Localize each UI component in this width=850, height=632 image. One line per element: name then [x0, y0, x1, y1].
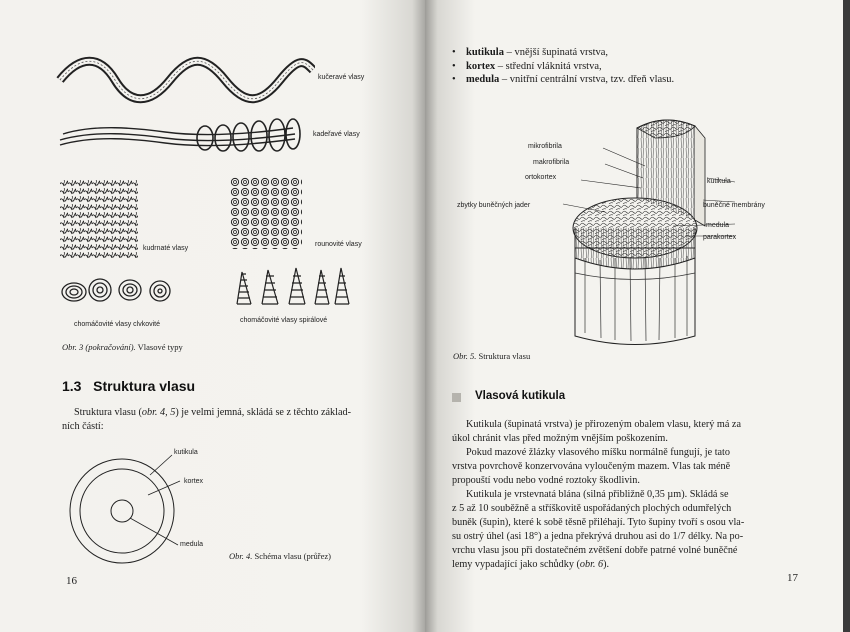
fig4-caption-text: Schéma vlasu (průřez) — [254, 551, 331, 561]
fig5-caption-label: Obr. 5. — [453, 351, 477, 361]
fig4-caption — [229, 551, 331, 561]
fig5-label-membrany: buněčné membrány — [703, 202, 765, 209]
intro-text-b: ) je velmi jemná, skládá se z těchto základ- — [175, 407, 351, 418]
paragraph-3-line-6 — [452, 558, 798, 572]
label-spiralove: chomáčovité vlasy spirálové — [240, 317, 328, 324]
fig4-label-kortex: kortex — [184, 478, 204, 485]
section-bullet-square — [452, 393, 461, 402]
label-kucerave: kučeravé vlasy — [318, 74, 365, 81]
intro-text-a: Struktura vlasu ( — [74, 407, 142, 418]
label-kudrnate: kudrnaté vlasy — [143, 245, 189, 252]
bullet-desc: – vnitřní centrální vrstva, tzv. dřeň vlasu. — [499, 74, 675, 85]
fig5-label-parakortex: parakortex — [703, 234, 737, 241]
paragraph-3-line-4: su ostrý úhel (asi 18°) a jedna překrývá druhou asi do 1/7 délky. Na po- — [452, 531, 744, 542]
label-kaderave: kadeřavé vlasy — [313, 131, 360, 138]
fig3-caption-text: Vlasové typy — [137, 342, 183, 352]
paragraph-2-line-3: propouští vodu nebo vodné roztoky škodlivin. — [452, 475, 640, 486]
paragraph-2-line-2: vrstva povrchově konzervována vyloučeným mazem. Vlas tak méně — [452, 461, 731, 472]
p3-l6-text-a: lemy vypadající jako schůdky ( — [452, 559, 580, 570]
right-page — [425, 0, 843, 632]
page-number-right: 17 — [787, 572, 798, 584]
intro-line2: ních částí: — [62, 421, 104, 432]
bullet-term: kutikula — [466, 47, 504, 58]
kinky-hair-illustration — [60, 180, 138, 258]
fig5-caption-text: Struktura vlasu — [478, 351, 531, 361]
fig3-caption-label: Obr. 3 — [62, 342, 84, 352]
structure-parts-list — [452, 46, 674, 87]
section-title: Struktura vlasu — [93, 378, 196, 394]
fig4-caption-label: Obr. 4. — [229, 551, 253, 561]
fig5-label-makrofibrila: makrofibrila — [533, 159, 570, 166]
paragraph-3-line-2: z 5 až 10 souběžně a stříškovitě uspořádaných plochých odumřelých — [452, 503, 732, 514]
fig5-caption — [453, 351, 530, 361]
spiral-hair-illustration — [225, 262, 355, 308]
wavy-hair-illustration — [55, 112, 305, 162]
hair-structure-diagram — [545, 108, 745, 353]
list-item — [452, 46, 674, 60]
paragraph-3-line-1: Kutikula je vrstevnatá blána (silná přibližně 0,35 µm). Skládá se — [466, 489, 729, 500]
curly-hair-illustration — [55, 50, 315, 110]
p3-l6-text-b: ). — [603, 559, 610, 570]
hair-cross-section-diagram — [60, 445, 235, 565]
paragraph-2-line-1: Pokud mazové žlázky vlasového míšku normálně fungují, je tato — [466, 447, 730, 458]
paragraph-1-line-1: Kutikula (šupinatá vrstva) je přirozeným obalem vlasu, který má za — [466, 419, 741, 430]
fig3-caption-italic: (pokračování). — [85, 342, 136, 352]
fig4-label-kutikula: kutikula — [174, 449, 198, 456]
fig5-label-ortokortex: ortokortex — [525, 174, 557, 181]
bullet-term: kortex — [466, 60, 496, 72]
list-item — [452, 73, 674, 87]
section-heading-kutikula: Vlasová kutikula — [475, 390, 566, 402]
bullet-desc: – střední vláknitá vrstva, — [495, 60, 602, 72]
label-clvkovite: chomáčovité vlasy clvkovité — [74, 321, 160, 328]
paragraph-3-line-3: buněk (šupin), které k sobě těsně přiléhají. Tyto šupiny tvoří s osou vla- — [452, 517, 745, 528]
paragraph-1-line-2: úkol chránit vlas před možným vnějším poškozením. — [452, 433, 668, 444]
fig4-label-medula: medula — [180, 541, 203, 548]
intro-figure-ref: obr. 4, 5 — [141, 407, 176, 418]
bullet-term: medula — [466, 74, 500, 85]
book-edge — [843, 0, 850, 632]
paragraph-3-line-5: vrchu vlasu jsou při dostatečném zvětšení dobře patrné volné buněčné — [452, 545, 738, 556]
pepper-corn-hair-illustration — [60, 270, 180, 310]
fig5-label-kutikula: kutikula — [707, 178, 731, 185]
p3-figure-ref: obr. 6 — [579, 559, 604, 570]
section-number: 1.3 — [62, 378, 82, 394]
page-number-left: 16 — [66, 575, 77, 587]
woolly-hair-illustration — [230, 177, 302, 249]
list-item — [452, 60, 674, 74]
fig3-caption — [62, 342, 183, 352]
section-heading-1-3 — [62, 378, 195, 394]
bullet-desc: – vnější šupinatá vrstva, — [503, 47, 609, 58]
fig5-label-medula: medula — [706, 222, 729, 229]
intro-paragraph — [62, 406, 408, 420]
fig5-label-mikrofibrila: mikrofibrila — [528, 143, 562, 150]
label-rounovite: rounovité vlasy — [315, 241, 362, 248]
fig5-label-zbytky: zbytky buněčných jader — [457, 202, 531, 209]
